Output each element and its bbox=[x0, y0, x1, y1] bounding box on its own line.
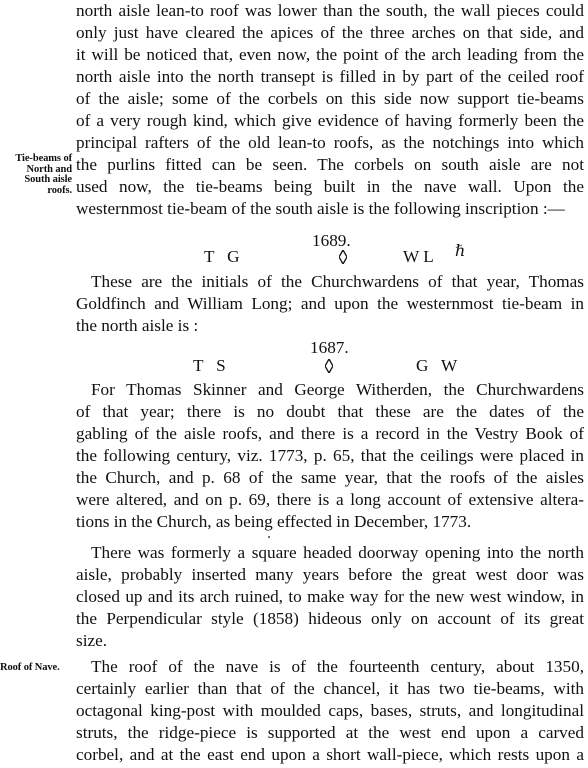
margin-note-line: roofs. bbox=[47, 184, 72, 196]
text-line: the purlins fitted can be seen. The corbels on south aisle are not bbox=[76, 155, 584, 174]
margin-note-line: Tie-beams of bbox=[15, 153, 72, 164]
margin-note-line: South aisle bbox=[24, 174, 72, 185]
text-line: used now, the tie-beams being built in the nave wall. Upon the bbox=[76, 177, 584, 196]
inscription-date-1687: 1687. bbox=[310, 338, 349, 357]
text-line: corbel, and at the east end upon a short wall-piece, which rests upon a bbox=[76, 745, 584, 764]
text-line: closed up and its arch ruined, to make way for the new west window, in bbox=[76, 587, 584, 606]
text-line: tions in the Church, as being effected in December, 1773. bbox=[76, 512, 472, 531]
text-line: of a very rough kind, which give evidence of having formerly been the bbox=[76, 111, 584, 130]
text-line: were altered, and on p. 69, there is a long account of extensive altera- bbox=[76, 490, 584, 509]
text-line: it will be noticed that, even now, the point of the arch leading from the bbox=[76, 45, 584, 64]
inscription-initials-wl: W L bbox=[403, 247, 434, 266]
margin-note-roof-of-nave: Roof of Nave. bbox=[0, 662, 60, 673]
text-line: of the aisle; some of the corbels on this side now support tie-beams bbox=[76, 89, 584, 108]
text-line: principal rafters of the old lean-to roofs, as the notchings into which bbox=[76, 133, 584, 152]
lozenge-divider-icon bbox=[339, 250, 347, 264]
text-line: the Church, and p. 68 of the same year, that the roofs of the aisles bbox=[76, 468, 584, 487]
lozenge-divider-icon bbox=[325, 359, 333, 373]
text-line: the Perpendicular style (1858) hideous only on account of its great bbox=[76, 609, 584, 628]
text-line: Goldfinch and William Long; and upon the westernmost tie-beam in bbox=[76, 294, 584, 313]
text-line: westernmost tie-beam of the south aisle is the following inscription :— bbox=[76, 199, 565, 218]
text-line: north aisle into the north transept is filled in by part of the ceiled roof bbox=[76, 67, 584, 86]
margin-note-line: North and bbox=[26, 163, 72, 175]
text-line: For Thomas Skinner and George Witherden, the Churchwardens bbox=[91, 380, 584, 399]
text-line: the following century, viz. 1773, p. 65, that the ceilings were placed in bbox=[76, 446, 584, 465]
inscription-initials-ts: T S bbox=[193, 356, 226, 375]
text-line: There was formerly a square headed doorway opening into the north bbox=[91, 543, 584, 562]
text-line: These are the initials of the Churchwardens of that year, Thomas bbox=[91, 272, 584, 291]
text-line: struts, the ridge-piece is supported at the west end upon a carved bbox=[76, 723, 584, 742]
text-line: size. bbox=[76, 631, 108, 650]
inscription-initials-gw: G W bbox=[416, 356, 458, 375]
text-line: north aisle lean-to roof was lower than the south, the wall pieces could bbox=[76, 1, 584, 20]
text-line: The roof of the nave is of the fourteenth century, about 1350, bbox=[91, 657, 584, 676]
text-line: only just have cleared the apices of the three arches on that side, and bbox=[76, 23, 584, 42]
text-line: gabling of the aisle roofs, and there is a record in the Vestry Book of bbox=[76, 424, 584, 443]
text-line: certainly earlier than that of the chancel, it has two tie-beams, with bbox=[76, 679, 584, 698]
margin-note-tie-beams bbox=[2, 154, 72, 196]
text-line: of that year; there is no doubt that these are the dates of the bbox=[76, 402, 584, 421]
text-line: octagonal king-post with moulded caps, bases, struts, and longitudinal bbox=[76, 701, 584, 720]
inscription-initials-tg: T G bbox=[204, 247, 240, 266]
print-speck bbox=[268, 536, 270, 538]
text-line: the north aisle is : bbox=[76, 316, 199, 335]
text-line: aisle, probably inserted many years before the great west door was bbox=[76, 565, 584, 584]
inscription-date-1689: 1689. bbox=[312, 231, 351, 250]
merchant-mark-icon: ℏ bbox=[455, 243, 466, 260]
